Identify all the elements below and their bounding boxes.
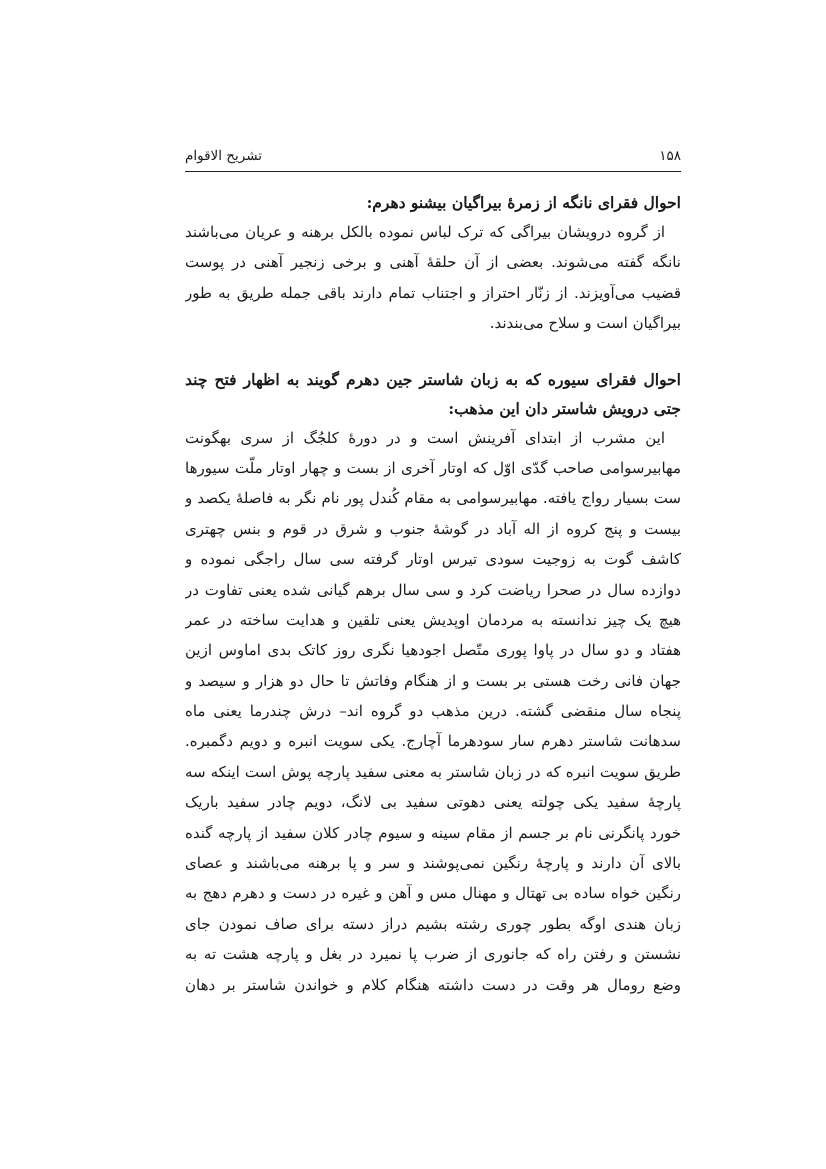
body-line: ست بسیار رواج یافته. مهابیرسوامی به مقام کُندل پور نام نگر به فاصلهٔ یکصد و (185, 489, 681, 508)
running-head (185, 148, 681, 168)
body-line: این مشرب از ابتدای آفرینش است و در دورهٔ کلجُگ از سری بهگونت (185, 428, 665, 447)
section-heading-line: جتی درویش شاستر دان این مذهب: (448, 398, 681, 418)
section-heading-siyura (185, 365, 681, 423)
body-line: بیست و پنج کروه از اله آباد در گوشهٔ جنوب و شرق در قوم و بنس چهتری (185, 519, 681, 538)
body-line: پنجاه سال منقضی گشته. درین مذهب دو گروه اند– درش چندرما یعنی ماه (185, 702, 681, 721)
section-gap (185, 339, 681, 365)
body-line: رنگین خواه ساده بی تهتال و مهنال مس و آهن و غیره در دست و دهرم دهج به (185, 884, 681, 903)
body-line: بیراگیان است و سلاح می‌بندند. (489, 314, 681, 333)
body-line: جهان فانی رخت هستی بر بست و از هنگام وفاتش تا حال دو هزار و سیصد و (185, 671, 681, 690)
header-rule (185, 171, 681, 172)
body-line: بالای آن دارند و پارچهٔ رنگین نمی‌پوشند و سر و پا برهنه می‌باشند و عصای (185, 854, 681, 873)
document-page (185, 148, 681, 1000)
section-body-nanga (185, 217, 681, 339)
section-heading-line: احوال فقرای سیوره که به زبان شاستر جین دهرم گویند به اظهار فتح چند (185, 369, 681, 389)
body-line: هیچ یک چیز ندانسته به مردمان اوپدیش یعنی تلقین و هدایت ساخته در عمر (185, 610, 681, 629)
body-line: وضع رومال هر وقت در دست داشته هنگام کلام و خواندن شاستر بر دهان (185, 975, 681, 994)
body-line: هفتاد و دو سال در پاوا پوری متّصل اجودهیا نگری روز کاتک بدی اماوس ازین (185, 641, 681, 660)
body-line: سدهانت شاستر دهرم سار سودهرما آچارج. یکی سویت انبره و دویم دگمبره. (185, 732, 681, 751)
body-line: از گروه درویشان بیراگی که ترک لباس نموده بالکل برهنه و عریان می‌باشند (185, 223, 665, 241)
body-line: پارچهٔ سفید یکی چولته یعنی دهوتی سفید بی لانگ، دویم چادر سفید باریک (185, 793, 681, 812)
book-title: تشریح الاقوام (185, 148, 262, 164)
section-heading-line: احوال فقرای نانگه از زمرهٔ بیراگیان بیشنو دهرم: (366, 193, 681, 212)
body-line: دوازده سال در صحرا ریاضت کرد و سی سال برهم گیانی شده یعنی تفاوت در (185, 580, 681, 599)
body-line: نانگه گفته می‌شوند. بعضی از آن حلقهٔ آهنی و برخی زنجیر آهنی در پوست (185, 253, 681, 272)
body-line: خورد پانگرنی نام بر جسم از مقام سینه و سیوم چادر کلان سفید از پارچه گنده (185, 823, 681, 842)
body-line: مهابیرسوامی صاحب گدّی اوّل که اوتار آخری از بست و چهار اوتار ملّت سیورها (185, 458, 681, 477)
body-line: نشستن و رفتن راه که جانوری از ضرب پا نمیرد در بغل و پارچه هشت ته به (185, 945, 681, 964)
body-line: طریق سویت انبره که در زبان شاستر به معنی سفید پارچه پوش است اینکه سه (185, 762, 681, 781)
body-line: قضیب می‌آویزند. از زنّار احتراز و اجتناب تمام دارند باقی جمله طریق به طور (185, 283, 681, 302)
body-line: کاشف گوت به زوجیت سودی تیرس اوتار گرفته سی سال راجگی نموده و (185, 550, 681, 569)
section-heading-nanga (185, 188, 681, 217)
body-line: زبان هندی اوگه بطور چوری رشته بشیم دراز دسته برای صاف نمودن جای (185, 914, 681, 933)
section-body-siyura (185, 423, 681, 1000)
page-number: ۱۵۸ (659, 148, 681, 164)
